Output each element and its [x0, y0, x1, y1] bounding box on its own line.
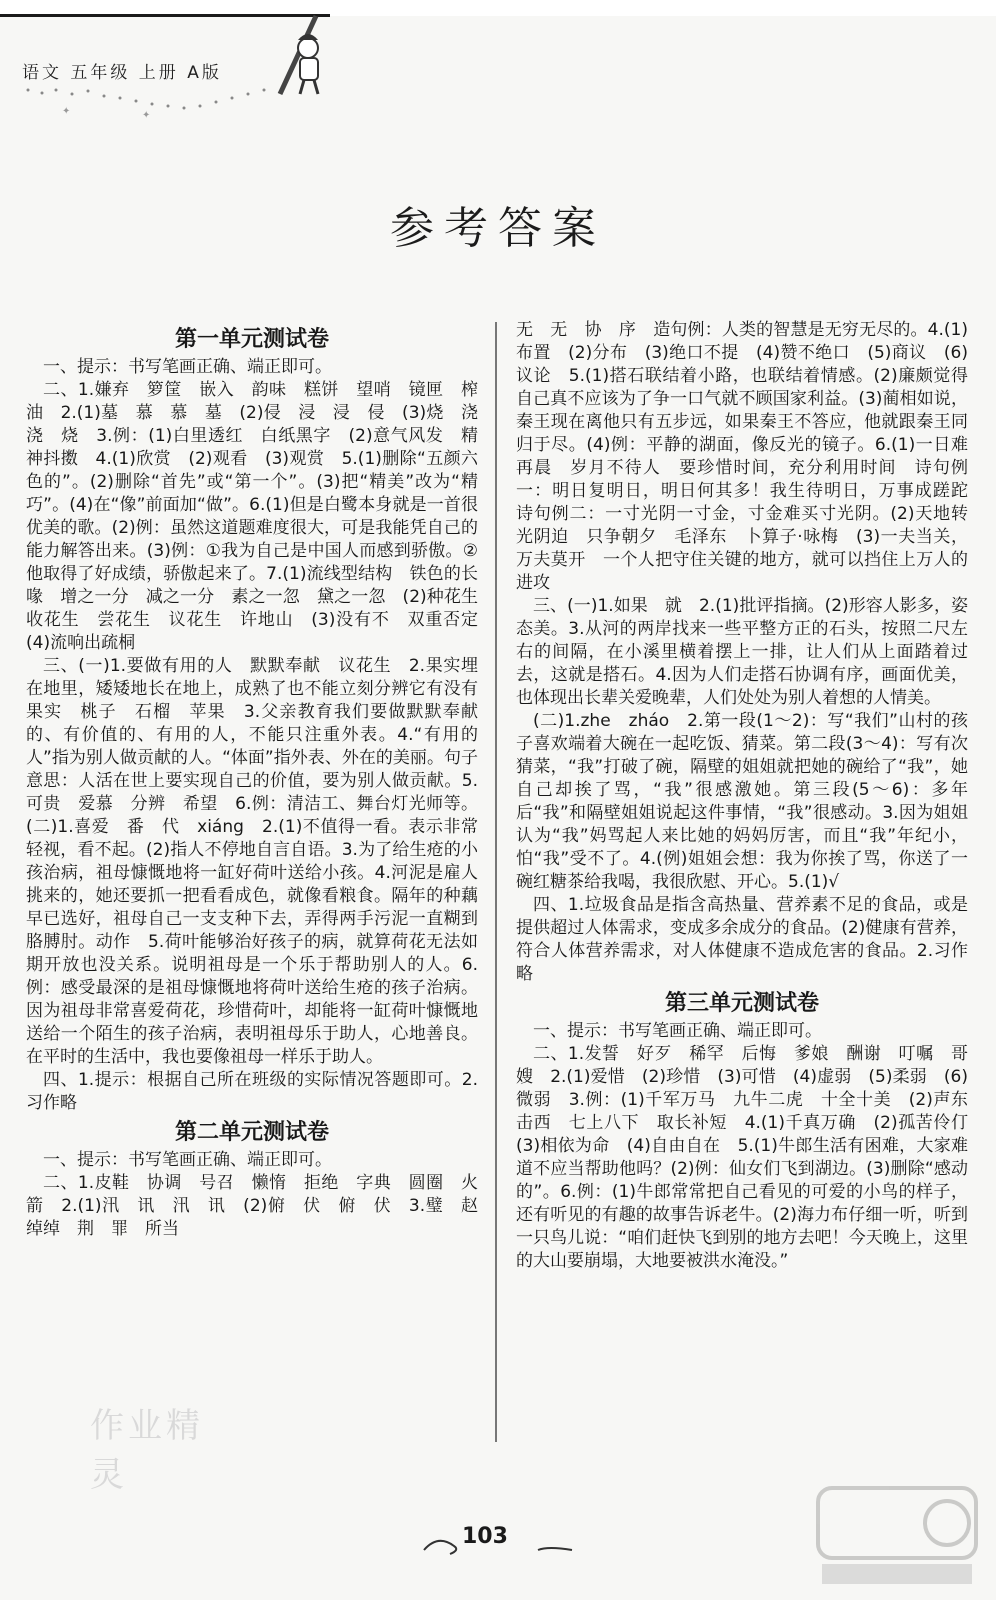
answer-paragraph: 四、1.垃圾食品是指含高热量、营养素不足的食品，或是提供超过人体需求，变成多余成分的食品。(2)健康有营养，符合人体营养需求，对人体健康不造成危害的食品。2.习作略 [516, 895, 968, 984]
answer-paragraph: 二、1.发誓 好歹 稀罕 后悔 爹娘 酬谢 叮嘱 哥嫂 2.(1)爱惜 (2)珍惜 (3)可惜 (4)虚弱 (5)柔弱 (6)微弱 3.例：(1)千军万马 九牛二虎 十全十美 (2)声东击西 七上八下 取长补短 4.(1)千真万确 (2)孤苦伶仃 (3)相依为命 (4)自由自在 5.(1)牛郎生活有困难，大家难道不应当帮助他吗？(2)例：仙女们飞到湖边。(3)删除“感动的”。6.例：(1)牛郎常常把自己看见的可爱的小鸟的样子，还有听见的有趣的故事告诉老牛。(2)海力布仔细一听，听到一只鸟儿说：“咱们赶快飞到别的地方去吧！今天晚上，这里的大山要崩塌，大地要被洪水淹没。” [516, 1044, 985, 1271]
answer-paragraph: 三、(一)1.如果 就 2.(1)批评指摘。(2)形容人影多，姿态美。3.从河的两岸找来一些平整方正的石头，按照二尺左右的间隔，在小溪里横着摆上一排，让人们从上面踏着过去，这就是搭石。4.因为人们走搭石协调有序，画面优美，也体现出长辈关爱晚辈，人们处处为别人着想的人情美。 [516, 596, 968, 708]
section-heading: 第二单元测试卷 [174, 1119, 329, 1145]
section-heading: 第三单元测试卷 [664, 990, 819, 1016]
site-logo-icon [812, 1480, 982, 1590]
page-number: 103 [462, 1524, 508, 1549]
svg-text:✦: ✦ [62, 106, 71, 117]
watermark-text: 作业精灵 [90, 1406, 204, 1495]
section-unit-1 [26, 324, 495, 1115]
answer-paragraph: 一、提示：书写笔画正确、端正即可。 [533, 1021, 822, 1041]
right-column [516, 319, 985, 1449]
answer-paragraph: 无 无 协 序 造句例：人类的智慧是无穷无尽的。4.(1)布置 (2)分布 (3)绝口不提 (4)赞不绝口 (5)商议 (6)议论 5.(1)搭石联结着小路，也联结着情感。(2)廉颇觉得自己真不应该为了争一口气就不顾国家利益。(3)蔺相如说，秦王现在离他只有五步远，如果秦王不答应，他就跟秦王同归于尽。(4)例：平静的湖面，像反光的镜子。6.(1)一日难再晨 岁月不待人 要珍惜时间，充分利用时间 诗句例一：明日复明日，明日何其多！我生待明日，万事成蹉跎 诗句例二：一寸光阴一寸金，寸金难买寸光阴。(2)天地转 光阴迫 只争朝夕 毛泽东 卜算子·咏梅 (3)一夫当关，万夫莫开 一个人把守住关键的地方，就可以挡住上万人的进攻 [516, 320, 985, 593]
answer-paragraph: 四、1.提示：根据自己所在班级的实际情况答题即可。2.习作略 [26, 1070, 478, 1113]
decorative-dots-icon [22, 84, 302, 124]
book-header-label: 语文 五年级 上册 A版 [22, 63, 222, 83]
column-divider [495, 322, 497, 1442]
section-heading: 第一单元测试卷 [174, 326, 329, 352]
answer-paragraph: 一、提示：书写笔画正确、端正即可。 [43, 1150, 332, 1170]
svg-text:✦: ✦ [142, 110, 151, 121]
left-column [26, 322, 495, 1495]
section-unit-2-continued [516, 319, 985, 986]
answer-paragraph: 二、1.皮鞋 协调 号召 懒惰 拒绝 字典 圆圈 火箭 2.(1)汛 讯 汛 讯 (2)俯 伏 俯 伏 3.璧 赵 绰绰 荆 罪 所当 [26, 1173, 495, 1239]
page-title: 参考答案 [390, 203, 606, 254]
answer-paragraph: 三、(一)1.要做有用的人 默默奉献 议花生 2.果实埋在地里，矮矮地长在地上，成熟了也不能立刻分辨它有没有果实 桃子 石榴 苹果 3.父亲教育我们要做默默奉献的、有价值的、有用的人，不能只注重外表。4.“有用的人”指为别人做贡献的人。“体面”指外表、外在的美丽。句子意思：人活在世上要实现自己的价值，要为别人做贡献。5.可贵 爱慕 分辨 希望 6.例：清洁工、舞台灯光师等。(二)1.喜爱 番 代 xiáng 2.(1)不值得一看。表示非常轻视，看不起。(2)指人不停地自言自语。3.为了给生疮的小孩治病，祖母慷慨地将一缸好荷叶送给小孩。4.河泥是雇人挑来的，她还要抓一把看看成色，就像看粮食。隔年的种藕早已选好，祖母自己一支支种下去，弄得两手污泥一直糊到胳膊肘。动作 5.荷叶能够治好孩子的病，就算荷花无法如期开放也没关系。说明祖母是一个乐于帮助别人的人。6.例：感受最深的是祖母慷慨地将荷叶送给生疮的孩子治病。因为祖母非常喜爱荷花，珍惜荷叶，却能将一缸荷叶慷慨地送给一个陌生的孩子治病，表明祖母乐于助人，心地善良。在平时的生活中，我也要像祖母一样乐于助人。 [26, 656, 478, 1067]
answer-paragraph: 二、1.嫌弃 箩筐 嵌入 韵味 糕饼 望哨 镜匣 榨油 2.(1)墓 慕 慕 墓 (2)侵 浸 浸 侵 (3)烧 浇 浇 烧 3.例：(1)白里透红 白纸黑字 (2)意气风发 精神抖擞 4.(1)欣赏 (2)观看 (3)观赏 5.(1)删除“五颜六色的”。(2)删除“首先”或“第一个”。(3)把“精美”改为“精巧”。(4)在“像”前面加“做”。6.(1)但是白鹭本身就是一首很优美的歌。(2)例：虽然这道题难度很大，可是我能凭自己的能力解答出来。(3)例：①我为自己是中国人而感到骄傲。②他取得了好成绩，骄傲起来了。7.(1)流线型结构 铁色的长喙 增之一分 减之一分 素之一忽 黛之一忽 (2)种花生 收花生 尝花生 议花生 许地山 (3)没有不 双重否定 (4)流响出疏桐 [26, 380, 495, 653]
answer-paragraph: (二)1.zhe zháo 2.第一段(1～2)：写“我们”山村的孩子喜欢端着大碗在一起吃饭、猜菜。第二段(3～4)：写有次猜菜，“我”打破了碗，隔壁的姐姐就把她的碗给了“我”，她自己却挨了骂，“我”很感激她。第三段(5～6)：多年后“我”和隔壁姐姐说起这件事情，“我”很感动。3.因为姐姐认为“我”妈骂起人来比她的妈妈厉害，而且“我”年纪小，怕“我”受不了。4.(例)姐姐会想：我为你挨了骂，你送了一碗红糖茶给我喝，我很欣慰、开心。5.(1)√ [516, 711, 968, 892]
section-unit-3 [516, 988, 985, 1273]
answer-paragraph: 一、提示：书写笔画正确、端正即可。 [43, 357, 332, 377]
section-unit-2 [26, 1117, 495, 1241]
